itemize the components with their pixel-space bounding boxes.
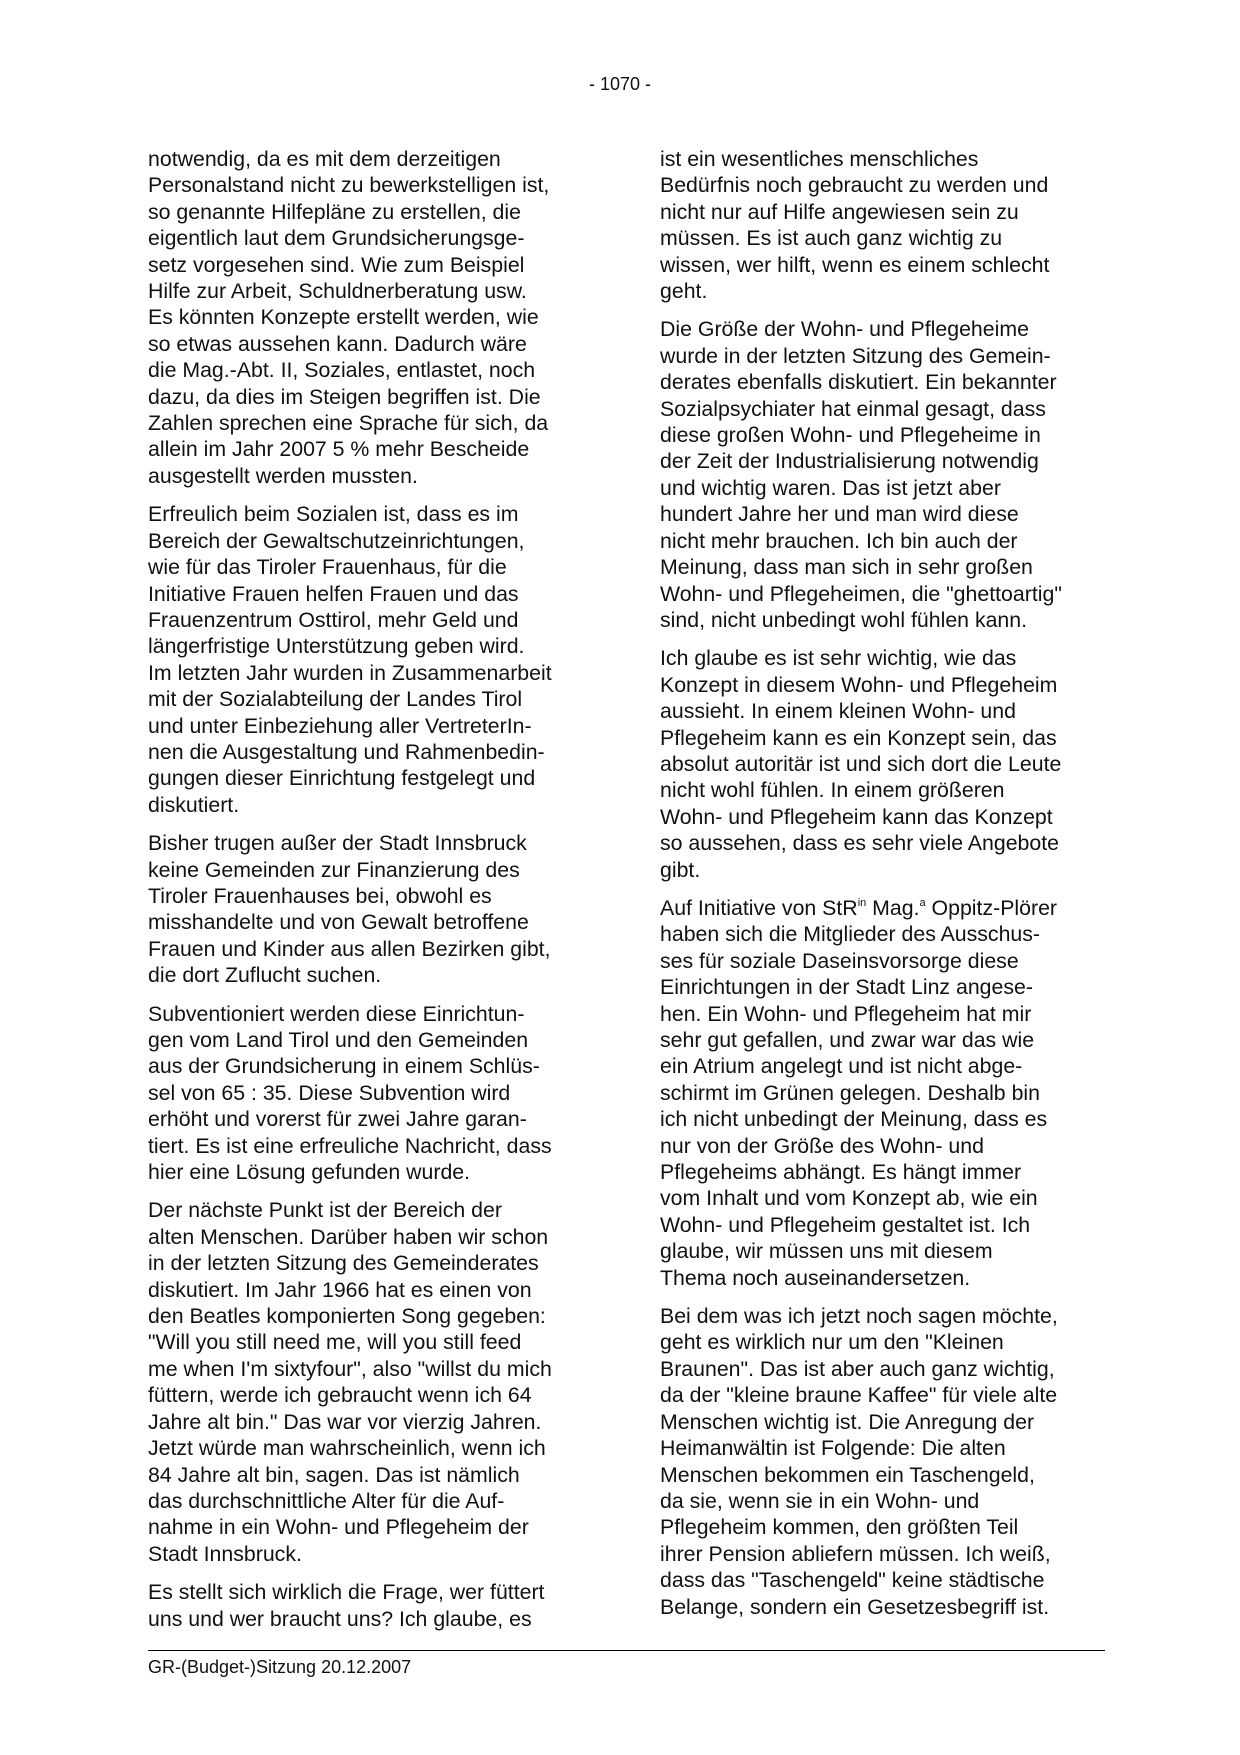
paragraph (148, 1579, 598, 1632)
paragraph (660, 895, 1096, 1291)
text-line: die Mag.-Abt. II, Soziales, entlastet, noch (148, 358, 536, 383)
text-line: ich nicht unbedingt der Meinung, dass es (660, 1107, 1048, 1132)
right-column (660, 146, 1096, 1620)
paragraph (660, 146, 1096, 304)
text-line: nicht mehr brauchen. Ich bin auch der (660, 528, 1018, 553)
text-line: Sozialpsychiater hat einmal gesagt, dass (660, 396, 1046, 421)
text-line: gen vom Land Tirol und den Gemeinden (148, 1028, 529, 1052)
text-line: Stadt Innsbruck. (148, 1541, 302, 1566)
text-line: uns und wer braucht uns? Ich glaube, es (148, 1606, 532, 1631)
text-line: nen die Ausgestaltung und Rahmenbedin- (148, 739, 545, 764)
text-line: ihrer Pension abliefern müssen. Ich weiß, (660, 1541, 1051, 1566)
paragraph (148, 1001, 598, 1186)
text-line: Belange, sondern ein Gesetzesbegriff ist. (660, 1594, 1050, 1619)
text-line: Konzept in diesem Wohn- und Pflegeheim (660, 672, 1058, 697)
paragraph (148, 830, 598, 988)
text-line: Personalstand nicht zu bewerkstelligen ist, (148, 173, 550, 198)
text-line: das durchschnittliche Alter für die Auf- (148, 1488, 505, 1513)
text-line: Frauen und Kinder aus allen Bezirken gibt, (148, 936, 551, 961)
text-line: sind, nicht unbedingt wohl fühlen kann. (660, 607, 1028, 632)
text-line: Bisher trugen außer der Stadt Innsbruck (148, 831, 527, 856)
text-line: geht. (660, 279, 708, 304)
text-line: nicht wohl fühlen. In einem größeren (660, 778, 1005, 803)
text-line: Ich glaube es ist sehr wichtig, wie das (660, 646, 1017, 671)
text-line: müssen. Es ist auch ganz wichtig zu (660, 226, 1003, 251)
text-line: nahme in ein Wohn- und Pflegeheim der (148, 1515, 529, 1540)
text-line: Menschen bekommen ein Taschengeld, (660, 1462, 1035, 1487)
initiative-prefix: Auf Initiative von StR (660, 895, 858, 920)
text-line: hier eine Lösung gefunden wurde. (148, 1160, 471, 1185)
text-line: Frauenzentrum Osttirol, mehr Geld und (148, 607, 519, 632)
text-line: füttern, werde ich gebraucht wenn ich 64 (148, 1383, 532, 1408)
text-line: Pflegeheims abhängt. Es hängt immer (660, 1160, 1022, 1185)
text-line: Wohn- und Pflegeheim kann das Konzept (660, 804, 1053, 829)
text-line: Es könnten Konzepte erstellt werden, wie (148, 305, 539, 330)
text-line: ausgestellt werden mussten. (148, 463, 418, 488)
text-line: Die Größe der Wohn- und Pflegeheime (660, 317, 1029, 342)
text-line: und unter Einbeziehung aller VertreterIn- (148, 713, 532, 738)
paragraph (148, 146, 598, 489)
text-line: derates ebenfalls diskutiert. Ein bekannter (660, 370, 1057, 395)
text-line: Heimanwältin ist Folgende: Die alten (660, 1436, 1006, 1461)
text-line: me when I'm sixtyfour", also "willst du mich (148, 1356, 552, 1381)
text-line: Pflegeheim kann es ein Konzept sein, das (660, 725, 1057, 750)
text-line: tiert. Es ist eine erfreuliche Nachricht, dass (148, 1133, 552, 1158)
paragraph (148, 1197, 598, 1567)
text-line: Bei dem was ich jetzt noch sagen möchte, (660, 1304, 1058, 1329)
text-line: alten Menschen. Darüber haben wir schon (148, 1224, 549, 1249)
text-line: Einrichtungen in der Stadt Linz angese- (660, 975, 1033, 1000)
text-line: ist ein wesentliches menschliches (660, 147, 979, 171)
text-line: erhöht und vorerst für zwei Jahre garan- (148, 1107, 527, 1132)
text-line: aus der Grundsicherung in einem Schlüs- (148, 1054, 540, 1079)
text-line: diskutiert. (148, 792, 240, 817)
text-line: ein Atrium angelegt und ist nicht abge- (660, 1054, 1023, 1079)
text-line: die dort Zuflucht suchen. (148, 963, 382, 988)
text-line: so aussehen, dass es sehr viele Angebote (660, 831, 1059, 856)
text-line: da der "kleine braune Kaffee" für viele alte (660, 1383, 1058, 1408)
text-line: Jahre alt bin." Das war vor vierzig Jahren. (148, 1409, 542, 1434)
text-line: wissen, wer hilft, wenn es einem schlecht (660, 252, 1050, 277)
text-line: mit der Sozialabteilung der Landes Tirol (148, 687, 523, 712)
left-column (148, 146, 598, 1632)
text-line: hundert Jahre her und man wird diese (660, 502, 1019, 527)
footer-divider (148, 1650, 1105, 1651)
text-line: schirmt im Grünen gelegen. Deshalb bin (660, 1080, 1040, 1105)
initiative-middle: Mag. (866, 895, 920, 920)
text-line: allein im Jahr 2007 5 % mehr Bescheide (148, 437, 530, 462)
text-line: hen. Ein Wohn- und Pflegeheim hat mir (660, 1001, 1032, 1026)
text-line: so etwas aussehen kann. Dadurch wäre (148, 331, 527, 356)
text-line: Zahlen sprechen eine Sprache für sich, da (148, 411, 549, 436)
text-line: geht es wirklich nur um den "Kleinen (660, 1330, 1004, 1355)
text-line: Es stellt sich wirklich die Frage, wer füttert (148, 1580, 545, 1605)
text-line: Braunen". Das ist aber auch ganz wichtig, (660, 1356, 1055, 1381)
initiative-suffix: Oppitz-Plörer (925, 895, 1058, 920)
text-line: glaube, wir müssen uns mit diesem (660, 1239, 993, 1264)
text-line: 84 Jahre alt bin, sagen. Das ist nämlich (148, 1462, 520, 1487)
text-line: nicht nur auf Hilfe angewiesen sein zu (660, 199, 1019, 224)
text-line: Jetzt würde man wahrscheinlich, wenn ich (148, 1436, 546, 1461)
page-number: - 1070 - (588, 74, 652, 94)
text-line: Pflegeheim kommen, den größten Teil (660, 1515, 1019, 1540)
text-line: der Zeit der Industrialisierung notwendig (660, 449, 1039, 474)
text-line: sehr gut gefallen, und zwar war das wie (660, 1028, 1035, 1052)
text-line: Wohn- und Pflegeheimen, die "ghettoartig" (660, 581, 1062, 606)
text-line: Hilfe zur Arbeit, Schuldnerberatung usw. (148, 279, 527, 304)
text-line: Thema noch auseinandersetzen. (660, 1265, 971, 1290)
text-line: den Beatles komponierten Song gegeben: (148, 1304, 546, 1329)
text-line: wurde in der letzten Sitzung des Gemein- (660, 343, 1051, 368)
text-line: ses für soziale Daseinsvorsorge diese (660, 948, 1019, 973)
text-line: Erfreulich beim Sozialen ist, dass es im (148, 502, 519, 527)
text-line: diskutiert. Im Jahr 1966 hat es einen von (148, 1277, 532, 1302)
text-line: nur von der Größe des Wohn- und (660, 1133, 984, 1158)
paragraph (660, 645, 1096, 883)
text-line: keine Gemeinden zur Finanzierung des (148, 857, 520, 882)
text-line: Der nächste Punkt ist der Bereich der (148, 1198, 502, 1223)
text-line: wie für das Tiroler Frauenhaus, für die (148, 555, 507, 580)
text-line: "Will you still need me, will you still feed (148, 1330, 522, 1355)
text-line: eigentlich laut dem Grundsicherungsge- (148, 226, 525, 251)
text-line: Im letzten Jahr wurden in Zusammenarbeit (148, 660, 552, 685)
paragraph (660, 316, 1096, 633)
text-line: setz vorgesehen sind. Wie zum Beispiel (148, 252, 525, 277)
text-line: haben sich die Mitglieder des Ausschus- (660, 922, 1041, 947)
text-line: gungen dieser Einrichtung festgelegt und (148, 766, 536, 791)
text-line: Wohn- und Pflegeheim gestaltet ist. Ich (660, 1212, 1031, 1237)
paragraph (660, 1303, 1096, 1620)
text-line: sel von 65 : 35. Diese Subvention wird (148, 1080, 511, 1105)
text-line: da sie, wenn sie in ein Wohn- und (660, 1488, 980, 1513)
footer-session-info: GR-(Budget-)Sitzung 20.12.2007 (148, 1657, 412, 1677)
text-line: Meinung, dass man sich in sehr großen (660, 555, 1033, 580)
text-line: und wichtig waren. Das ist jetzt aber (660, 475, 1001, 500)
text-line: Bereich der Gewaltschutzeinrichtungen, (148, 528, 525, 553)
text-line: Menschen wichtig ist. Die Anregung der (660, 1409, 1035, 1434)
text-line: längerfristige Unterstützung geben wird. (148, 634, 525, 659)
text-line: vom Inhalt und vom Konzept ab, wie ein (660, 1186, 1038, 1211)
text-line: so genannte Hilfepläne zu erstellen, die (148, 199, 521, 224)
text-line: Initiative Frauen helfen Frauen und das (148, 581, 519, 606)
text-line: dazu, da dies im Steigen begriffen ist. Die (148, 384, 541, 409)
text-line: misshandelte und von Gewalt betroffene (148, 910, 529, 935)
text-line: aussieht. In einem kleinen Wohn- und (660, 699, 1016, 724)
text-line: in der letzten Sitzung des Gemeinderates (148, 1251, 539, 1276)
superscript: a (919, 896, 926, 909)
text-line: Subventioniert werden diese Einrichtun- (148, 1001, 525, 1026)
text-line: Tiroler Frauenhauses bei, obwohl es (148, 883, 492, 908)
text-line: dass das "Taschengeld" keine städtische (660, 1568, 1045, 1593)
paragraph (148, 501, 598, 818)
text-line: notwendig, da es mit dem derzeitigen (148, 147, 501, 171)
superscript: in (857, 896, 867, 909)
text-line: diese großen Wohn- und Pflegeheime in (660, 423, 1041, 448)
text-line: absolut autoritär ist und sich dort die Leute (660, 751, 1062, 776)
text-line: gibt. (660, 857, 701, 882)
text-line: Bedürfnis noch gebraucht zu werden und (660, 173, 1049, 198)
